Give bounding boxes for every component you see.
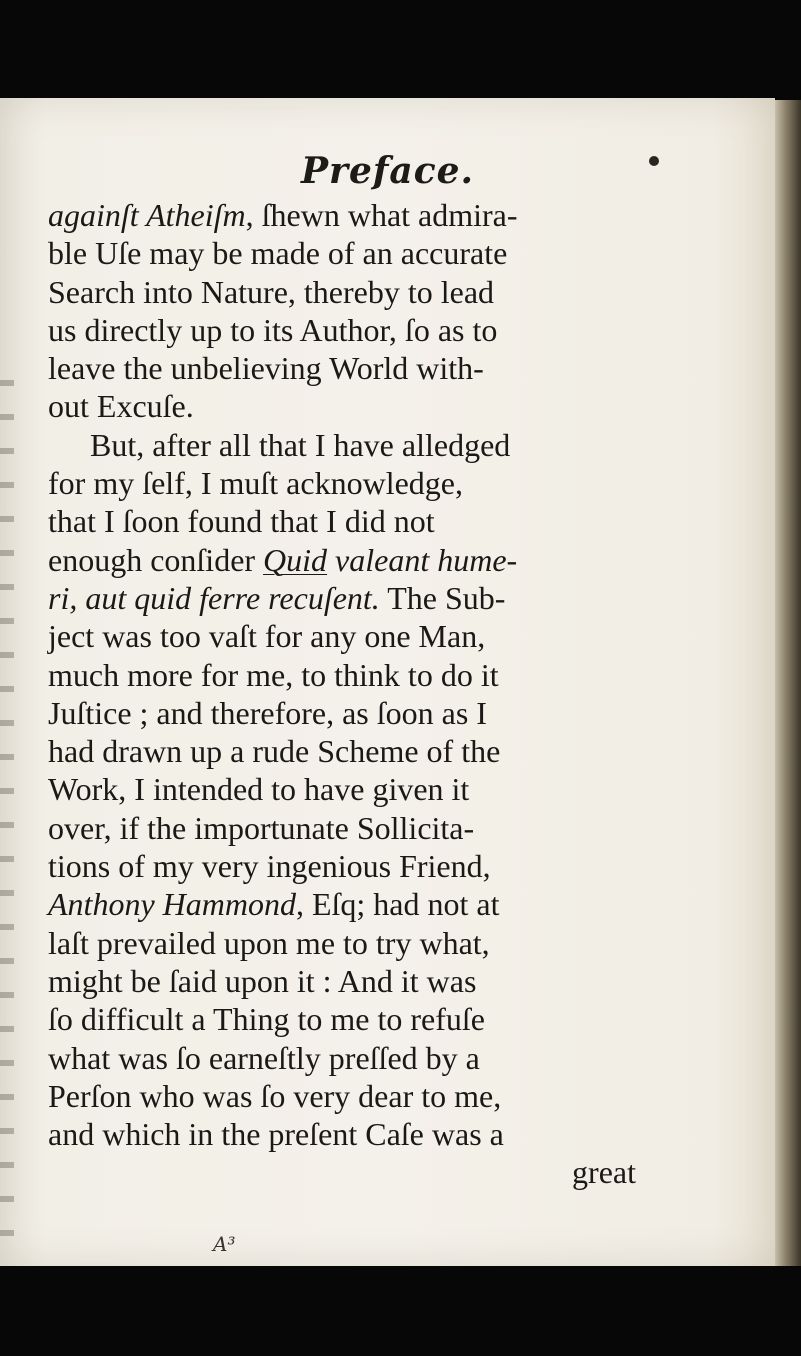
catchword [48,1153,648,1191]
text-line [48,694,648,732]
text-segment: , ſhewn what admira- [245,197,518,233]
text-line [48,924,648,962]
text-line [48,732,648,770]
text-line [48,1000,648,1038]
text-segment: laſt prevailed upon me to try what, [48,924,490,961]
text-segment: and which in the preſent Caſe was a [48,1116,504,1153]
text-line [48,1115,648,1153]
text-segment: great [572,1154,636,1191]
text-segment: out Excuſe. [48,388,194,425]
text-line [48,809,648,847]
text-line [48,426,648,464]
text-line [48,234,648,272]
text-segment: valeant hume- [327,541,518,578]
text-line [48,617,648,655]
text-segment: Search into Nature, thereby to lead [48,273,495,310]
text-segment: might be ſaid upon it : And it was [48,962,477,999]
text-segment: tions of my very ingenious Friend, [48,848,491,885]
text-segment: ri, aut quid ferre recuſent. [48,579,380,616]
page-header: Preface. [300,150,475,192]
text-line [48,770,648,808]
text-line [48,387,648,425]
body-text [48,196,648,1192]
text-segment: enough conſider [48,541,264,578]
text-line [48,847,648,885]
text-line [48,1039,648,1077]
text-segment: Juſtice ; and therefore, as ſoon as I [48,694,487,731]
text-segment: Anthony Hammond [48,886,296,923]
text-segment: Work, I intended to have given it [48,771,470,808]
text-line [48,273,648,311]
signature-mark: A³ [213,1232,236,1256]
text-segment: had drawn up a rude Scheme of the [48,733,501,770]
text-segment: over, if the importunate Sollicita- [48,809,475,846]
text-line [48,541,648,579]
text-segment: Quid [263,541,328,578]
text-segment: leave the unbelieving World with- [48,350,484,387]
text-segment: ſo difficult a Thing to me to refuſe [48,1001,485,1038]
page-stain-dot [649,156,659,166]
text-segment: , Eſq; had not at [295,886,500,923]
text-line [48,656,648,694]
text-line [48,885,648,923]
text-segment: for my ſelf, I muſt acknowledge, [48,465,463,502]
gutter-marks [0,380,14,1260]
text-segment: But, after all that I have alledged [90,426,511,463]
text-line [48,579,648,617]
text-segment: us directly up to its Author, ſo as to [48,311,498,348]
text-line [48,349,648,387]
text-line [48,464,648,502]
text-line [48,196,648,234]
text-segment: Perſon who was ſo very dear to me, [48,1077,502,1114]
text-line [48,311,648,349]
page-edge-shadow [775,100,801,1266]
text-segment: againſt Atheiſm [48,197,246,233]
text-segment: ject was too vaſt for any one Man, [48,618,486,655]
text-line [48,502,648,540]
text-segment: that I ſoon found that I did not [48,503,435,540]
text-line [48,962,648,1000]
text-line [48,1077,648,1115]
text-segment: much more for me, to think to do it [48,656,499,693]
text-segment: what was ſo earneſtly preſſed by a [48,1039,480,1076]
text-segment: The Sub- [379,579,506,616]
text-segment: ble Uſe may be made of an accurate [48,235,508,272]
